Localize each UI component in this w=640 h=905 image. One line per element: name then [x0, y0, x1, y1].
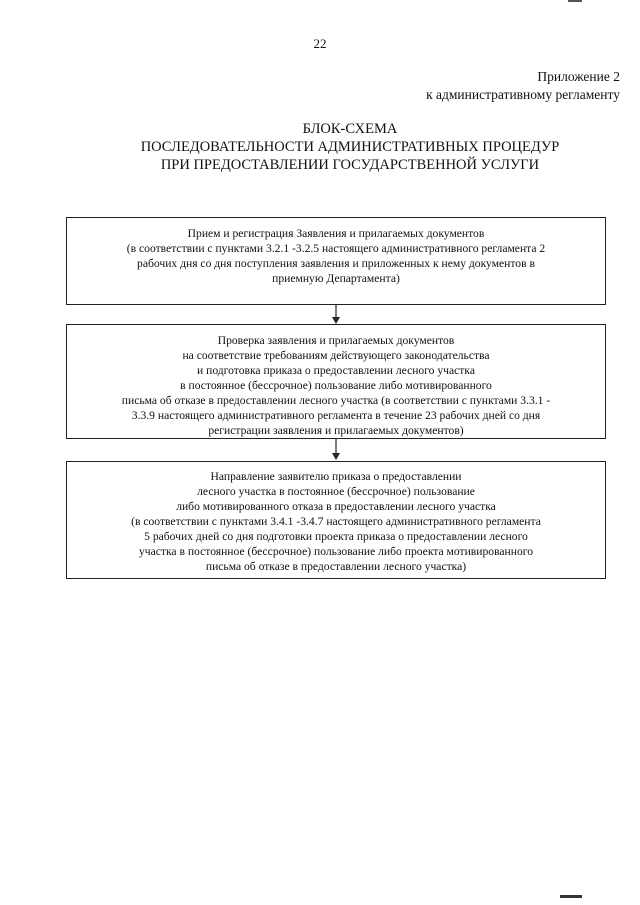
scan-artifact-top	[568, 0, 582, 2]
page-number: 22	[313, 36, 327, 51]
step-2-line: письма об отказе в предоставлении лесного участка (в соответствии с пунктами 3.3.1 -	[121, 394, 551, 407]
step-3-line: участка в постоянное (бессрочное) пользование либо проекта мотивированного	[138, 545, 534, 558]
step-2-line: регистрации заявления и прилагаемых документов)	[208, 424, 464, 437]
appendix-reference	[426, 68, 620, 104]
step-2-line: Проверка заявления и прилагаемых документов	[217, 334, 455, 347]
step-2-line: в постоянное (бессрочное) пользование либо мотивированного	[180, 379, 492, 392]
step-1-line: рабочих дня со дня поступления заявления и приложенных к нему документов в	[137, 257, 535, 270]
step-3-line: Направление заявителю приказа о предоставлении	[210, 470, 462, 483]
step-3-line: письма об отказе в предоставлении лесного участка)	[205, 560, 467, 573]
title-line-1: БЛОК-СХЕМА	[302, 121, 398, 137]
flow-step-2-box	[66, 324, 606, 439]
appendix-label: Приложение 2	[537, 69, 620, 84]
step-2-line: и подготовка приказа о предоставлении лесного участка	[197, 364, 475, 377]
flow-step-3-box	[66, 461, 606, 579]
step-3-line: лесного участка в постоянное (бессрочное) пользование	[197, 485, 475, 498]
appendix-regulation: к административному регламенту	[426, 87, 620, 102]
step-2-line: 3.3.9 настоящего административного регламента в течение 23 рабочих дней со дня	[131, 409, 541, 422]
flow-arrow-2-3	[328, 439, 344, 461]
scan-artifact-bottom	[560, 895, 582, 898]
document-title	[80, 120, 620, 174]
step-2-line: на соответствие требованиям действующего законодательства	[182, 349, 490, 362]
title-line-2: ПОСЛЕДОВАТЕЛЬНОСТИ АДМИНИСТРАТИВНЫХ ПРОЦЕДУР	[140, 139, 560, 155]
title-line-3: ПРИ ПРЕДОСТАВЛЕНИИ ГОСУДАРСТВЕННОЙ УСЛУГИ	[160, 157, 540, 173]
step-1-line: (в соответствии с пунктами 3.2.1 -3.2.5 настоящего административного регламента 2	[126, 242, 546, 255]
step-1-line: Прием и регистрация Заявления и прилагаемых документов	[187, 227, 485, 240]
step-3-line: либо мотивированного отказа в предоставлении лесного участка	[176, 500, 496, 513]
flow-arrow-1-2	[328, 305, 344, 325]
flow-step-1-box	[66, 217, 606, 305]
step-1-line: приемную Департамента)	[272, 272, 400, 285]
step-3-line: (в соответствии с пунктами 3.4.1 -3.4.7 настоящего административного регламента	[131, 515, 541, 528]
step-3-line: 5 рабочих дней со дня подготовки проекта приказа о предоставлении лесного	[144, 530, 528, 543]
